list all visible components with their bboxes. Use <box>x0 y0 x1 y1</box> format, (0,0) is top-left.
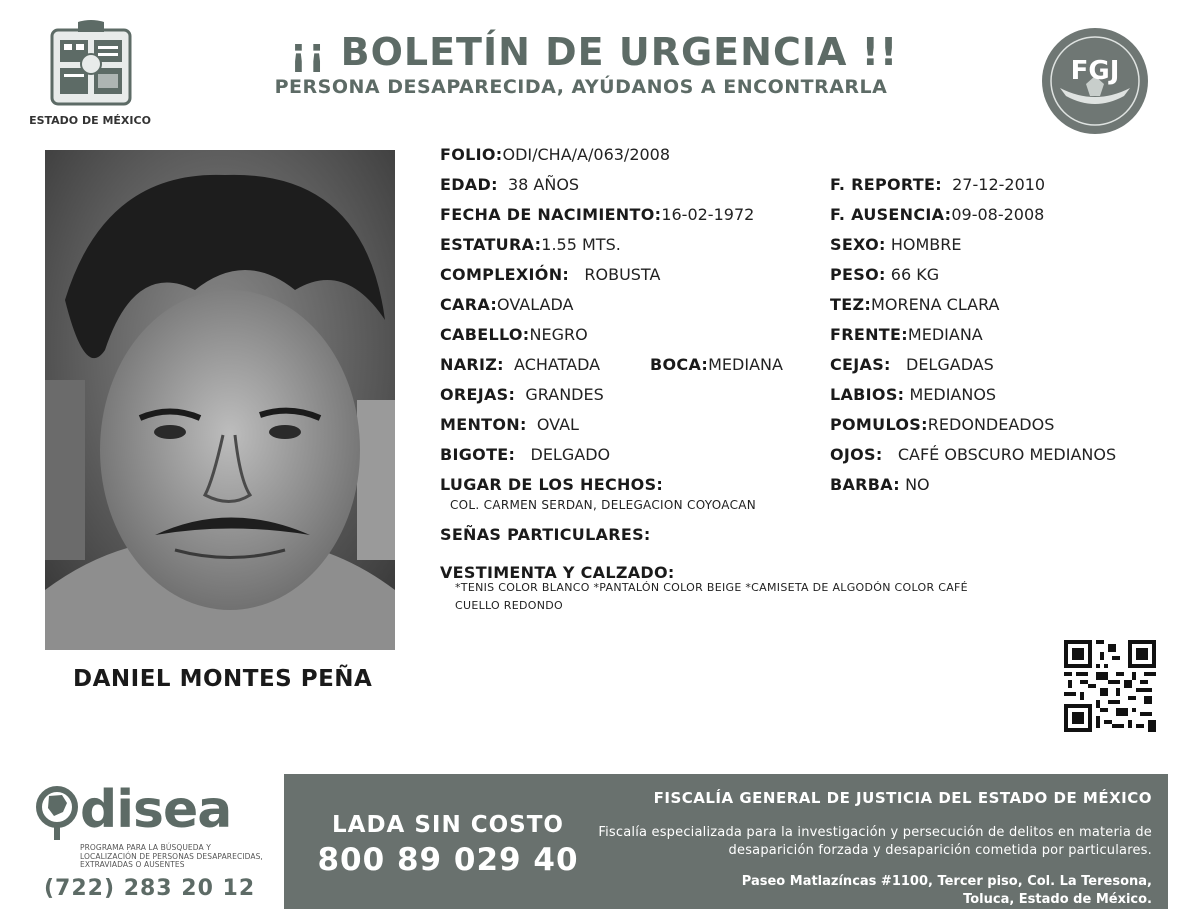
bulletin-title: ¡¡ BOLETÍN DE URGENCIA !! <box>289 30 899 74</box>
field-labios <box>830 385 996 404</box>
lada-phone-number[interactable]: 800 89 029 40 <box>317 842 579 878</box>
field-pomulos <box>830 415 1054 434</box>
fiscalia-description: Fiscalía especializada para la investigación y persecución de delitos en materia de desaparición forzada y desaparición cometida por particulares. <box>598 825 1152 858</box>
field-value: OVAL <box>536 415 579 434</box>
field-label: FOLIO: <box>440 145 503 164</box>
field-nariz <box>440 355 600 374</box>
field-label: PESO: <box>830 265 886 284</box>
field-vestimenta <box>440 563 675 582</box>
field-label: LUGAR DE LOS HECHOS: <box>440 475 664 494</box>
field-label: OREJAS: <box>440 385 516 404</box>
field-cara <box>440 295 573 314</box>
fgj-logo-text: FGJ <box>1070 56 1120 86</box>
address-line-2: Toluca, Estado de México. <box>963 892 1152 907</box>
field-label: POMULOS: <box>830 415 928 434</box>
field-peso <box>830 265 939 284</box>
field-menton <box>440 415 579 434</box>
field-value: DELGADO <box>530 445 611 464</box>
field-cabello <box>440 325 588 344</box>
fiscalia-title: FISCALÍA GENERAL DE JUSTICIA DEL ESTADO DE MÉXICO <box>653 789 1152 807</box>
field-label: F. REPORTE: <box>830 175 942 194</box>
field-edad <box>440 175 579 194</box>
field-value: 38 AÑOS <box>507 175 580 194</box>
field-label: EDAD: <box>440 175 498 194</box>
field-label: VESTIMENTA Y CALZADO: <box>440 563 675 582</box>
field-estatura <box>440 235 621 254</box>
field-label: BOCA: <box>650 355 709 374</box>
field-label: OJOS: <box>830 445 883 464</box>
field-tez <box>830 295 999 314</box>
field-value: HOMBRE <box>890 235 962 254</box>
field-label: BIGOTE: <box>440 445 516 464</box>
person-name: DANIEL MONTES PEÑA <box>73 666 373 692</box>
field-value: ROBUSTA <box>584 265 661 284</box>
odisea-phone: (722) 283 20 12 <box>44 876 256 901</box>
lada-sin-costo-label: LADA SIN COSTO <box>332 812 564 838</box>
field-folio <box>440 145 670 164</box>
field-f-reporte <box>830 175 1045 194</box>
field-label: BARBA: <box>830 475 900 494</box>
field-value: MEDIANA <box>907 325 983 344</box>
field-orejas <box>440 385 604 404</box>
vestimenta-line-1: *TENIS COLOR BLANCO *PANTALÓN COLOR BEIGE *CAMISETA DE ALGODÓN COLOR CAFÉ <box>455 581 968 594</box>
field-lugar-hechos-value: COL. CARMEN SERDAN, DELEGACION COYOACAN <box>450 498 757 512</box>
field-senas-particulares <box>440 525 651 544</box>
field-boca <box>650 355 783 374</box>
field-value: 09-08-2008 <box>951 205 1045 224</box>
field-value: MEDIANOS <box>909 385 997 404</box>
field-value: 66 KG <box>890 265 940 284</box>
odisea-logo-icon <box>36 786 78 840</box>
field-value: REDONDEADOS <box>927 415 1055 434</box>
field-label: TEZ: <box>830 295 872 314</box>
field-value: OVALADA <box>497 295 574 314</box>
vestimenta-line-2: CUELLO REDONDO <box>455 599 563 612</box>
field-value: NEGRO <box>529 325 588 344</box>
field-label: FRENTE: <box>830 325 908 344</box>
field-bigote <box>440 445 610 464</box>
field-label: CARA: <box>440 295 498 314</box>
field-value: CAFÉ OBSCURO MEDIANOS <box>897 445 1117 464</box>
field-label: CEJAS: <box>830 355 891 374</box>
field-value: MORENA CLARA <box>871 295 1000 314</box>
field-fecha-nacimiento <box>440 205 754 224</box>
field-label: CABELLO: <box>440 325 530 344</box>
field-value: 1.55 MTS. <box>541 235 621 254</box>
field-frente <box>830 325 983 344</box>
field-cejas <box>830 355 994 374</box>
address-line-1: Paseo Matlazíncas #1100, Tercer piso, Col. La Teresona, <box>741 874 1152 889</box>
state-label: ESTADO DE MÉXICO <box>29 114 151 127</box>
fgj-seal-logo <box>1040 26 1150 136</box>
field-sexo <box>830 235 961 254</box>
field-label: LABIOS: <box>830 385 905 404</box>
person-photo <box>45 150 395 650</box>
qr-code[interactable] <box>1064 640 1156 732</box>
field-f-ausencia <box>830 205 1044 224</box>
field-value: MEDIANA <box>708 355 783 374</box>
field-complexion <box>440 265 660 284</box>
field-value: 27-12-2010 <box>952 175 1046 194</box>
field-value: DELGADAS <box>906 355 994 374</box>
field-label: SEÑAS PARTICULARES: <box>440 525 651 544</box>
odisea-tagline: PROGRAMA PARA LA BÚSQUEDA Y LOCALIZACIÓN DE PERSONAS DESAPARECIDAS, EXTRAVIADAS O AUSENTES <box>80 843 263 869</box>
field-lugar-hechos <box>440 475 663 494</box>
field-label: ESTATURA: <box>440 235 542 254</box>
bulletin-subtitle: PERSONA DESAPARECIDA, AYÚDANOS A ENCONTRARLA <box>274 76 888 98</box>
field-label: FECHA DE NACIMIENTO: <box>440 205 662 224</box>
field-value: ODI/CHA/A/063/2008 <box>502 145 671 164</box>
field-value: ACHATADA <box>514 355 601 374</box>
field-value: GRANDES <box>525 385 604 404</box>
field-value: 16-02-1972 <box>661 205 755 224</box>
field-ojos <box>830 445 1116 464</box>
field-label: NARIZ: <box>440 355 504 374</box>
field-label: MENTON: <box>440 415 527 434</box>
field-label: SEXO: <box>830 235 886 254</box>
odisea-brand: disea <box>80 780 232 840</box>
field-value: NO <box>905 475 930 494</box>
field-label: COMPLEXIÓN: <box>440 265 570 284</box>
field-label: F. AUSENCIA: <box>830 205 952 224</box>
field-barba <box>830 475 930 494</box>
fiscalia-address <box>598 873 1152 909</box>
